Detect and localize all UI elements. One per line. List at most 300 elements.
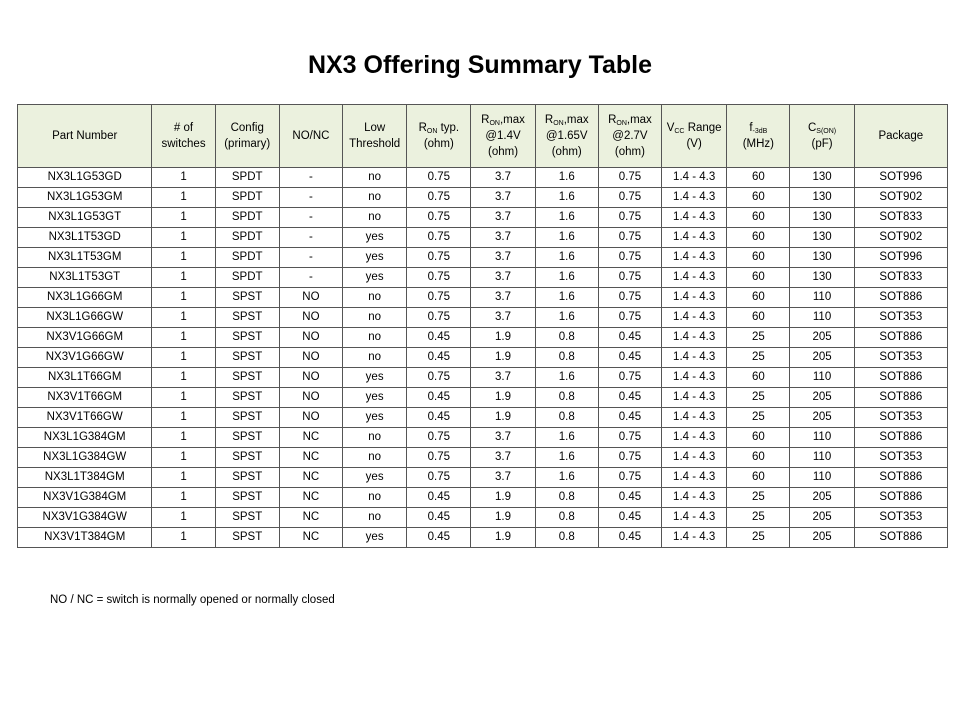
table-cell: NO (279, 308, 342, 328)
table-cell: 3.7 (471, 248, 535, 268)
table-cell: 0.45 (407, 388, 471, 408)
header-part-number (18, 105, 152, 168)
table-cell: SPST (215, 288, 279, 308)
table-cell: 1 (152, 528, 215, 548)
table-cell: 0.75 (598, 428, 661, 448)
part-number-cell: NX3V1G66GM (18, 328, 152, 348)
table-cell: SPDT (215, 208, 279, 228)
header-no-nc (279, 105, 342, 168)
header-ron-max-2-7v (598, 105, 661, 168)
table-cell: 1.9 (471, 408, 535, 428)
table-cell: 25 (727, 328, 790, 348)
header-label: @2.7V (612, 130, 648, 142)
table-cell: NO (279, 328, 342, 348)
table-body (18, 168, 948, 548)
table-cell: NO (279, 388, 342, 408)
table-cell: 1.9 (471, 348, 535, 368)
table-cell: 0.75 (598, 468, 661, 488)
table-cell: 1.4 - 4.3 (662, 508, 727, 528)
table-cell: yes (343, 228, 407, 248)
table-cell: 60 (727, 228, 790, 248)
header-label: NO/NC (292, 130, 330, 142)
table-cell: NO (279, 348, 342, 368)
table-row (18, 488, 948, 508)
table-cell: 1.4 - 4.3 (662, 428, 727, 448)
table-cell: no (343, 508, 407, 528)
table-row (18, 288, 948, 308)
part-number-cell: NX3L1G53GT (18, 208, 152, 228)
table-cell: 0.8 (535, 388, 598, 408)
table-cell: SOT833 (854, 208, 947, 228)
table-cell: 205 (790, 328, 854, 348)
table-cell: no (343, 328, 407, 348)
header-label: (ohm) (551, 146, 582, 158)
header-label: R (418, 122, 427, 134)
table-row (18, 268, 948, 288)
table-cell: 60 (727, 268, 790, 288)
table-cell: 60 (727, 448, 790, 468)
table-cell: 0.45 (407, 508, 471, 528)
table-cell: 0.75 (598, 188, 661, 208)
table-cell: 1 (152, 508, 215, 528)
table-cell: 205 (790, 488, 854, 508)
table-cell: 0.8 (535, 528, 598, 548)
table-cell: yes (343, 388, 407, 408)
table-cell: NC (279, 508, 342, 528)
part-number-cell: NX3V1G384GW (18, 508, 152, 528)
table-cell: 0.45 (598, 408, 661, 428)
header-cs-on (790, 105, 854, 168)
table-cell: 0.8 (535, 328, 598, 348)
table-cell: 0.45 (598, 488, 661, 508)
table-cell: SPDT (215, 228, 279, 248)
table-cell: 1.4 - 4.3 (662, 468, 727, 488)
table-cell: SOT886 (854, 468, 947, 488)
table-cell: 1.4 - 4.3 (662, 308, 727, 328)
table-cell: 1 (152, 288, 215, 308)
table-cell: 0.75 (598, 288, 661, 308)
table-cell: - (279, 248, 342, 268)
table-cell: 110 (790, 308, 854, 328)
table-cell: - (279, 268, 342, 288)
table-cell: 3.7 (471, 288, 535, 308)
table-cell: 205 (790, 388, 854, 408)
header-label: V (666, 122, 675, 134)
header-f-3db (727, 105, 790, 168)
header-label: R (544, 114, 554, 126)
header-label: Threshold (349, 138, 401, 150)
table-cell: 3.7 (471, 368, 535, 388)
table-cell: - (279, 188, 342, 208)
footnote: NO / NC = switch is normally opened or normally closed (50, 594, 335, 606)
table-cell: 1.6 (535, 368, 598, 388)
table-cell: 110 (790, 428, 854, 448)
table-cell: SOT886 (854, 428, 947, 448)
table-cell: 60 (727, 468, 790, 488)
header-subscript: CC (674, 128, 685, 135)
header-label: (pF) (811, 138, 833, 150)
part-number-cell: NX3L1G384GM (18, 428, 152, 448)
table-cell: 1.4 - 4.3 (662, 448, 727, 468)
table-cell: SOT353 (854, 348, 947, 368)
table-header-row (18, 105, 948, 168)
table-cell: SOT886 (854, 328, 947, 348)
table-cell: - (279, 168, 342, 188)
table-cell: 0.75 (407, 248, 471, 268)
table-cell: 0.45 (598, 508, 661, 528)
header-label: Range (684, 122, 722, 134)
table-row (18, 528, 948, 548)
table-cell: 1 (152, 208, 215, 228)
table-cell: yes (343, 368, 407, 388)
table-cell: 1 (152, 468, 215, 488)
table-row (18, 448, 948, 468)
part-number-cell: NX3L1T384GM (18, 468, 152, 488)
table-cell: 110 (790, 448, 854, 468)
table-cell: no (343, 208, 407, 228)
header-label: R (481, 114, 490, 126)
table-cell: no (343, 428, 407, 448)
table-cell: 1 (152, 368, 215, 388)
table-cell: 0.75 (598, 168, 661, 188)
table-row (18, 368, 948, 388)
table-cell: SOT886 (854, 288, 947, 308)
header-label: (primary) (224, 138, 271, 150)
table-cell: 60 (727, 288, 790, 308)
table-cell: 1.6 (535, 248, 598, 268)
table-cell: SPST (215, 528, 279, 548)
table-cell: SPDT (215, 168, 279, 188)
header-label: (V) (686, 138, 702, 150)
table-cell: 0.75 (407, 288, 471, 308)
table-cell: 3.7 (471, 168, 535, 188)
table-cell: NC (279, 468, 342, 488)
table-cell: no (343, 308, 407, 328)
table-cell: 1.4 - 4.3 (662, 388, 727, 408)
table-cell: SOT996 (854, 248, 947, 268)
table-cell: 0.75 (407, 468, 471, 488)
table-cell: 1.9 (471, 488, 535, 508)
table-cell: 0.45 (407, 408, 471, 428)
table-cell: 1 (152, 348, 215, 368)
part-number-cell: NX3V1T66GW (18, 408, 152, 428)
header-ron-max-1-65v (535, 105, 598, 168)
table-cell: 3.7 (471, 448, 535, 468)
table-cell: 0.45 (598, 328, 661, 348)
table-cell: 3.7 (471, 208, 535, 228)
summary-table (17, 104, 948, 548)
table-cell: SPST (215, 308, 279, 328)
table-cell: 1.4 - 4.3 (662, 488, 727, 508)
table-cell: 0.75 (407, 448, 471, 468)
table-cell: 1 (152, 268, 215, 288)
table-cell: SPST (215, 428, 279, 448)
table-cell: 0.75 (407, 368, 471, 388)
table-cell: 3.7 (471, 228, 535, 248)
header-label: (ohm) (614, 146, 645, 158)
part-number-cell: NX3V1T66GM (18, 388, 152, 408)
header-switches (152, 105, 215, 168)
table-cell: 0.45 (407, 488, 471, 508)
table-cell: no (343, 288, 407, 308)
table-cell: 0.8 (535, 348, 598, 368)
table-cell: 205 (790, 348, 854, 368)
table-cell: 0.45 (407, 348, 471, 368)
part-number-cell: NX3L1G66GW (18, 308, 152, 328)
table-cell: SPDT (215, 248, 279, 268)
table-cell: 0.75 (598, 248, 661, 268)
header-subscript: ON (426, 128, 438, 135)
table-cell: SOT353 (854, 508, 947, 528)
table-cell: 1.9 (471, 528, 535, 548)
table-cell: 0.75 (407, 268, 471, 288)
table-cell: 60 (727, 168, 790, 188)
header-label: (MHz) (742, 138, 774, 150)
table-cell: yes (343, 528, 407, 548)
table-cell: no (343, 448, 407, 468)
table-row (18, 228, 948, 248)
part-number-cell: NX3L1T53GT (18, 268, 152, 288)
table-cell: 25 (727, 528, 790, 548)
table-cell: 1.9 (471, 388, 535, 408)
table-cell: 1.6 (535, 188, 598, 208)
table-cell: 60 (727, 248, 790, 268)
table-cell: 0.75 (598, 368, 661, 388)
table-cell: 25 (727, 388, 790, 408)
table-row (18, 188, 948, 208)
table-cell: 25 (727, 508, 790, 528)
table-cell: 0.75 (407, 428, 471, 448)
table-cell: 60 (727, 208, 790, 228)
header-subscript: -3dB (752, 128, 768, 135)
table-cell: SOT353 (854, 408, 947, 428)
header-label: ,max (499, 114, 525, 126)
table-cell: SPST (215, 388, 279, 408)
table-row (18, 208, 948, 228)
table-cell: 3.7 (471, 268, 535, 288)
part-number-cell: NX3V1G384GM (18, 488, 152, 508)
table-cell: 130 (790, 248, 854, 268)
table-row (18, 248, 948, 268)
table-row (18, 328, 948, 348)
table-cell: 1 (152, 428, 215, 448)
table-cell: NO (279, 408, 342, 428)
table-cell: SPST (215, 408, 279, 428)
header-label: Low (364, 122, 386, 134)
header-low-threshold (343, 105, 407, 168)
table-cell: 0.75 (407, 188, 471, 208)
header-subscript: ON (616, 120, 627, 127)
header-label: switches (161, 138, 206, 150)
header-label: f (749, 122, 753, 134)
table-cell: 1 (152, 308, 215, 328)
table-cell: 1 (152, 188, 215, 208)
header-label: (ohm) (488, 146, 519, 158)
table-cell: SPST (215, 348, 279, 368)
table-cell: 0.45 (407, 328, 471, 348)
table-cell: 0.75 (598, 308, 661, 328)
table-cell: SOT353 (854, 448, 947, 468)
table-cell: 1.4 - 4.3 (662, 268, 727, 288)
table-cell: SOT353 (854, 308, 947, 328)
table-cell: 1.9 (471, 508, 535, 528)
table-cell: 0.75 (407, 208, 471, 228)
table-row (18, 428, 948, 448)
table-cell: yes (343, 268, 407, 288)
table-cell: 1 (152, 168, 215, 188)
part-number-cell: NX3V1T384GM (18, 528, 152, 548)
part-number-cell: NX3L1G53GD (18, 168, 152, 188)
table-cell: 1.4 - 4.3 (662, 408, 727, 428)
table-cell: 205 (790, 408, 854, 428)
table-cell: 1.6 (535, 228, 598, 248)
table-cell: 0.45 (598, 348, 661, 368)
table-cell: 130 (790, 268, 854, 288)
table-cell: 1.6 (535, 208, 598, 228)
table-cell: yes (343, 408, 407, 428)
table-cell: 1.9 (471, 328, 535, 348)
table-cell: 0.75 (407, 228, 471, 248)
table-cell: 1.6 (535, 468, 598, 488)
header-label: Part Number (52, 130, 118, 142)
table-cell: 1.4 - 4.3 (662, 328, 727, 348)
table-cell: 0.45 (407, 528, 471, 548)
header-label: Config (230, 122, 264, 134)
table-cell: SPDT (215, 188, 279, 208)
table-cell: yes (343, 468, 407, 488)
table-row (18, 388, 948, 408)
table-cell: SOT902 (854, 228, 947, 248)
table-cell: 0.45 (598, 528, 661, 548)
table-cell: SPDT (215, 268, 279, 288)
table-cell: 0.8 (535, 508, 598, 528)
table-cell: no (343, 488, 407, 508)
table-cell: NC (279, 428, 342, 448)
table-cell: 1 (152, 448, 215, 468)
table-cell: 1.4 - 4.3 (662, 288, 727, 308)
page-title: NX3 Offering Summary Table (307, 51, 653, 79)
table-cell: 1.6 (535, 308, 598, 328)
table-cell: SPST (215, 508, 279, 528)
table-cell: 0.75 (598, 208, 661, 228)
table-cell: 25 (727, 488, 790, 508)
header-label: @1.65V (545, 130, 588, 142)
table-cell: 3.7 (471, 188, 535, 208)
table-cell: 1 (152, 248, 215, 268)
table-cell: 3.7 (471, 428, 535, 448)
part-number-cell: NX3L1T53GM (18, 248, 152, 268)
table-cell: 110 (790, 468, 854, 488)
table-cell: 1 (152, 228, 215, 248)
table-cell: 130 (790, 188, 854, 208)
table-cell: SOT886 (854, 488, 947, 508)
table-row (18, 168, 948, 188)
table-cell: no (343, 348, 407, 368)
header-label: Package (878, 130, 924, 142)
table-cell: 0.75 (598, 448, 661, 468)
table-cell: SPST (215, 468, 279, 488)
table-cell: 1 (152, 488, 215, 508)
table-cell: SOT886 (854, 388, 947, 408)
table-cell: 25 (727, 408, 790, 428)
table-cell: NC (279, 448, 342, 468)
table-cell: 0.8 (535, 408, 598, 428)
table-cell: 130 (790, 208, 854, 228)
table-cell: no (343, 188, 407, 208)
header-label: R (608, 114, 617, 126)
table-cell: 0.75 (598, 228, 661, 248)
table-cell: NC (279, 488, 342, 508)
header-package (854, 105, 947, 168)
table-cell: 60 (727, 308, 790, 328)
table-cell: 1.6 (535, 268, 598, 288)
header-config (215, 105, 279, 168)
header-subscript: ON (489, 120, 500, 127)
part-number-cell: NX3L1G53GM (18, 188, 152, 208)
table-cell: 1.4 - 4.3 (662, 168, 727, 188)
header-label: @1.4V (485, 130, 521, 142)
table-cell: 1.6 (535, 168, 598, 188)
table-row (18, 348, 948, 368)
part-number-cell: NX3L1G66GM (18, 288, 152, 308)
table-cell: 0.45 (598, 388, 661, 408)
table-cell: 205 (790, 528, 854, 548)
table-cell: NO (279, 368, 342, 388)
header-label: C (807, 122, 817, 134)
table-cell: yes (343, 248, 407, 268)
table-cell: 1.6 (535, 448, 598, 468)
header-ron-max-1-4v (471, 105, 535, 168)
part-number-cell: NX3L1G384GW (18, 448, 152, 468)
table-cell: 25 (727, 348, 790, 368)
table-cell: 3.7 (471, 468, 535, 488)
header-ron-typ (407, 105, 471, 168)
table-cell: NC (279, 528, 342, 548)
table-cell: 60 (727, 188, 790, 208)
table-cell: SPST (215, 328, 279, 348)
table-cell: 110 (790, 368, 854, 388)
table-cell: SOT886 (854, 528, 947, 548)
table-cell: no (343, 168, 407, 188)
table-cell: 1.4 - 4.3 (662, 528, 727, 548)
table-cell: 1.4 - 4.3 (662, 248, 727, 268)
table-cell: 110 (790, 288, 854, 308)
table-cell: NO (279, 288, 342, 308)
table-cell: 1.4 - 4.3 (662, 348, 727, 368)
header-label: ,max (626, 114, 652, 126)
table-cell: SOT902 (854, 188, 947, 208)
table-cell: 1.6 (535, 288, 598, 308)
table-cell: 0.8 (535, 488, 598, 508)
table-cell: - (279, 208, 342, 228)
header-label: ,max (563, 114, 589, 126)
table-row (18, 468, 948, 488)
header-label: (ohm) (423, 138, 454, 150)
table-cell: 1.4 - 4.3 (662, 368, 727, 388)
header-label: typ. (437, 122, 460, 134)
table-cell: 0.75 (598, 268, 661, 288)
table-cell: SOT886 (854, 368, 947, 388)
table-cell: SPST (215, 448, 279, 468)
table-cell: SPST (215, 368, 279, 388)
header-label: # of (173, 122, 194, 134)
table-cell: - (279, 228, 342, 248)
table-row (18, 308, 948, 328)
table-cell: SOT996 (854, 168, 947, 188)
table-cell: 0.75 (407, 308, 471, 328)
table-cell: 130 (790, 228, 854, 248)
part-number-cell: NX3L1T66GM (18, 368, 152, 388)
